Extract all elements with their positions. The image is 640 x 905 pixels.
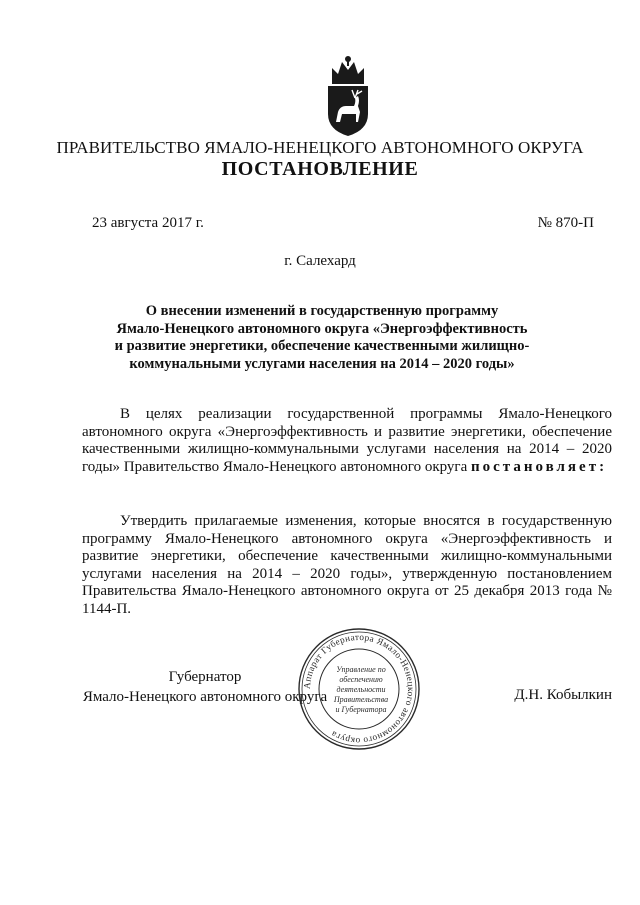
seal-center-line: деятельности xyxy=(336,685,386,694)
heading-line: и развитие энергетики, обеспечение качественными жилищно- xyxy=(114,338,530,354)
signatory-region: Ямало-Ненецкого автономного округа xyxy=(82,689,328,705)
heading-line: О внесении изменений в государственную программу xyxy=(145,303,499,319)
seal-center-line: обеспечению xyxy=(339,675,383,684)
resolution-paragraph: Утвердить прилагаемые изменения, которые вносятся в государственную программу Ямало-Ненецкого автономного округа «Энергоэффективность и развитие энергетики, обеспечение качественными жилищно-коммунальными услугами населения на 2014 – 2020 годы», утвержденную постановлением Правительства Ямало-Ненецкого автономного округа от 25 декабря 2013 года № 1144-П. xyxy=(82,513,612,617)
seal-center-line: и Губернатора xyxy=(335,705,387,714)
government-name: ПРАВИТЕЛЬСТВО ЯМАЛО-НЕНЕЦКОГО АВТОНОМНОГО ОКРУГА xyxy=(56,138,584,157)
seal-center-line: Правительства xyxy=(333,695,389,704)
signatory-role xyxy=(80,667,330,707)
official-seal-stamp xyxy=(296,626,422,752)
resolution-verb: постановляет: xyxy=(470,458,608,475)
coat-of-arms-icon xyxy=(322,54,374,138)
document-type: ПОСТАНОВЛЕНИЕ xyxy=(221,158,419,180)
document-heading xyxy=(80,303,564,373)
preamble-text: В целях реализации государственной программы Ямало-Ненецкого автономного округа «Энергоэффективность и развитие энергетики, обеспечение качественными жилищно-коммунальными услугами населения на 2014 – 2020 годы» Правительство Ямало-Ненецкого автономного округа xyxy=(82,406,612,475)
document-city: г. Салехард xyxy=(284,253,356,269)
document-date: 23 августа 2017 г. xyxy=(92,215,204,231)
preamble-paragraph xyxy=(82,406,612,476)
heading-line: коммунальными услугами населения на 2014 – 2020 годы» xyxy=(129,355,515,372)
seal-ring-text: Аппарат Губернатора Ямало-Ненецкого автономного округа xyxy=(301,631,417,747)
signatory-title: Губернатор xyxy=(168,669,242,685)
document-number: № 870-П xyxy=(537,215,594,231)
seal-center-line: Управление по xyxy=(336,665,386,674)
signatory-name: Д.Н. Кобылкин xyxy=(514,687,612,703)
heading-line: Ямало-Ненецкого автономного округа «Энергоэффективность xyxy=(116,320,528,337)
